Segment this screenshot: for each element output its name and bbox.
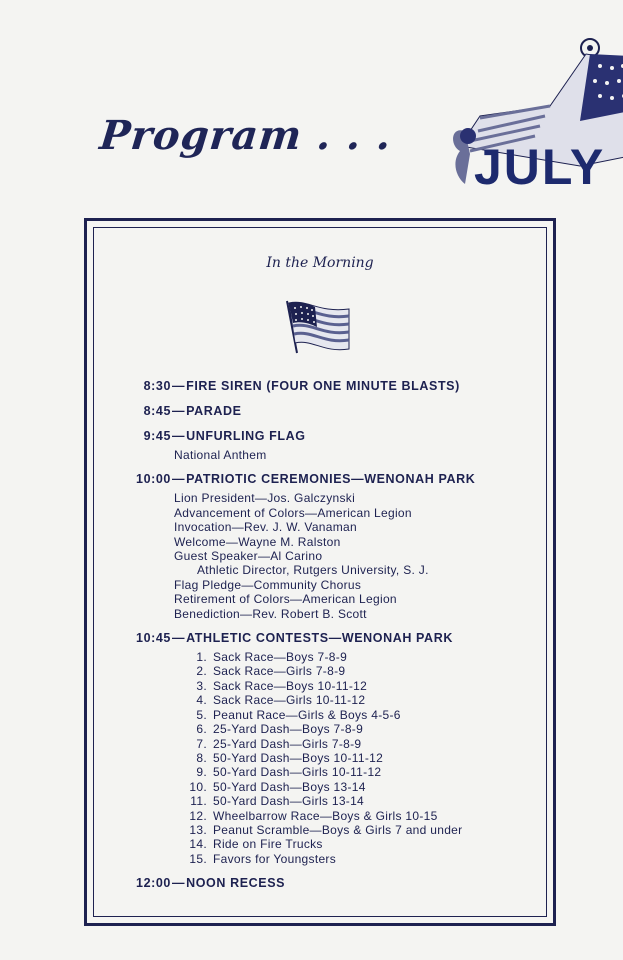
schedule-entry: 10:45—ATHLETIC CONTESTS—WENONAH PARK 1. Sack Race—Boys 7-8-9 2. Sack Race—Girls 7-8-9 3. Sack Race—Boys 10-11-12 4. Sack Race—Girls 10-11-12 5. Peanut Race—Girls & Boys 4-5-6 6. 25-Yard Dash—Boys 7-8-9 7. 25-Yard Dash—Girls 7-8-9 8. 50-Yard Dash—Boys 10-11-12 9. 50-Yard Dash—Girls 10-11-12 10. 50-Yard Dash—Boys 13-14 11. 50-Yard Dash—Girls 13-14 12. Wheelbarrow Race—Boys & Girls 10-15 13. Peanut Scramble—Boys & Girls 7 and under 14. Ride on Fire Trucks 15. Favors for Youngsters <box>87 631 553 866</box>
entry-time: 10:45 <box>136 631 171 646</box>
american-flag-icon <box>283 299 353 357</box>
schedule-list <box>87 379 553 901</box>
entry-time: 10:00 <box>136 472 171 487</box>
contest-item: 7. 25-Yard Dash—Girls 7-8-9 <box>196 736 362 751</box>
contest-item: 6. 25-Yard Dash—Boys 7-8-9 <box>196 722 364 737</box>
entry-event: FIRE SIREN (FOUR ONE MINUTE BLASTS) <box>186 379 460 393</box>
program-frame <box>84 218 556 926</box>
month-banner: JULY <box>474 139 606 195</box>
section-title: In the Morning <box>266 255 374 271</box>
entry-time: 12:00 <box>136 876 171 891</box>
entry-detail: Benediction—Rev. Robert B. Scott <box>174 606 367 621</box>
contest-item: 4. Sack Race—Girls 10-11-12 <box>196 693 366 708</box>
contest-item: 2. Sack Race—Girls 7-8-9 <box>196 664 346 679</box>
contest-item: 15. Favors for Youngsters <box>189 851 337 866</box>
entry-time: 8:45 <box>143 404 171 418</box>
contest-item: 12. Wheelbarrow Race—Boys & Girls 10-15 <box>189 808 438 823</box>
entry-event: ATHLETIC CONTESTS—WENONAH PARK <box>186 631 453 646</box>
entry-event: PATRIOTIC CEREMONIES—WENONAH PARK <box>186 472 476 487</box>
entry-detail: Advancement of Colors—American Legion <box>174 505 412 520</box>
entry-detail: Retirement of Colors—American Legion <box>174 592 397 607</box>
entry-event: UNFURLING FLAG <box>186 429 306 443</box>
entry-time: 9:45 <box>143 429 171 443</box>
contest-item: 9. 50-Yard Dash—Girls 10-11-12 <box>196 765 382 780</box>
entry-detail: National Anthem <box>174 448 267 462</box>
contest-item: 10. 50-Yard Dash—Boys 13-14 <box>189 779 366 794</box>
contest-item: 1. Sack Race—Boys 7-8-9 <box>196 650 348 665</box>
contest-item: 5. Peanut Race—Girls & Boys 4-5-6 <box>196 707 401 722</box>
schedule-entry: 12:00—NOON RECESS <box>87 876 553 891</box>
contest-item: 14. Ride on Fire Trucks <box>189 837 323 852</box>
entry-event: PARADE <box>186 404 242 418</box>
entry-detail: Invocation—Rev. J. W. Vanaman <box>174 520 357 535</box>
contest-item: 3. Sack Race—Boys 10-11-12 <box>196 678 368 693</box>
entry-event: NOON RECESS <box>186 876 286 891</box>
schedule-entry: 8:30—FIRE SIREN (FOUR ONE MINUTE BLASTS) <box>87 379 553 394</box>
entry-time: 8:30 <box>143 379 171 393</box>
contest-item: 13. Peanut Scramble—Boys & Girls 7 and under <box>189 822 463 837</box>
entry-detail: Flag Pledge—Community Chorus <box>174 577 362 592</box>
program-title: Program . . . <box>97 112 395 159</box>
entry-detail: Guest Speaker—Al Carino <box>174 549 323 564</box>
contest-item: 11. 50-Yard Dash—Girls 13-14 <box>190 794 365 809</box>
entry-detail: Lion President—Jos. Galczynski <box>174 491 356 506</box>
contest-item: 8. 50-Yard Dash—Boys 10-11-12 <box>196 750 384 765</box>
schedule-entry: 9:45—UNFURLING FLAG National Anthem <box>87 429 553 462</box>
schedule-entry: 10:00—PATRIOTIC CEREMONIES—WENONAH PARK Lion President—Jos. Galczynski Advancement of Colors—American Legion Invocation—Rev. J. W. Vanaman Welcome—Wayne M. Ralston Guest Speaker—Al Carino Athletic Director, Rutgers University, S. J. Flag Pledge—Community Chorus Retirement of Colors—American Legion Benediction—Rev. Robert B. Scott <box>87 472 553 621</box>
entry-detail: Athletic Director, Rutgers University, S. J. <box>197 563 429 578</box>
entry-detail: Welcome—Wayne M. Ralston <box>174 534 341 549</box>
schedule-entry: 8:45—PARADE <box>87 404 553 419</box>
